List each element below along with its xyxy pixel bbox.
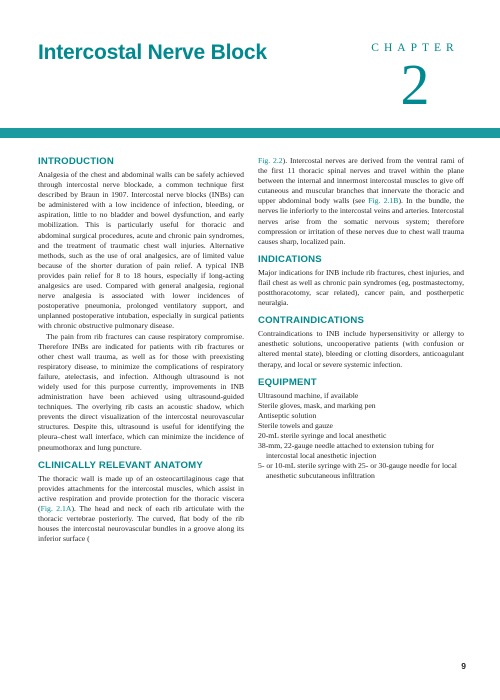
section-heading-equipment: EQUIPMENT (258, 376, 317, 388)
anatomy-text-part-3: ). Intercostal nerves are derived from the ventral rami of the first 11 thoracic spinal nerves and travel within the plane between the internal and innermost intercostal muscles to give off cutaneous and muscular branches that innervate the thoracic and upper abdominal body walls (see (258, 156, 464, 206)
left-column (38, 156, 244, 544)
equipment-list (258, 391, 464, 482)
chapter-title: Intercostal Nerve Block (38, 41, 267, 64)
header-divider-band (0, 128, 500, 138)
section-heading-indications: INDICATIONS (258, 253, 322, 265)
introduction-paragraph-1: Analgesia of the chest and abdominal walls can be safely achieved through intercostal nerve blockade, a common technique first described by Braun in 1907. Intercostal nerve blocks (INBs) can be administered with a low incidence of infection, bleeding, or aspiration, little to no bladder and bowel dysfunction, and early mobilization. This is particularly useful for thoracic and abdominal surgical procedures, acute and chronic pain syndromes, and the treatment of traumatic chest wall injuries. Alternative methods, such as the use of oral analgesics, are of limited value because of the shorter duration of pain relief. A typical INB provides pain relief for 8 to 18 hours, especially if long-acting analgesics are used. Compared with general analgesia, regional nerve analgesia is associated with lower incidences of postoperative pneumonia, prolonged ventilatory support, and unplanned postoperative intubation, especially in surgical patients with chronic obstructive pulmonary disease. (38, 170, 244, 331)
equipment-item: 5- or 10-mL sterile syringe with 25- or 30-gauge needle for local anesthetic subcutaneous infiltration (258, 461, 457, 481)
indications-paragraph: Major indications for INB include rib fractures, chest injuries, and flail chest as well as chronic pain syndromes (eg, postmastectomy, postthoracotomy, scar related), cancer pain, and postherpetic neuralgia. (258, 267, 464, 308)
equipment-item: Antiseptic solution (258, 410, 317, 420)
chapter-number: 2 (400, 52, 430, 117)
introduction-paragraph-2: The pain from rib fractures can cause respiratory compromise. Therefore INBs are indicated for patients with rib fractures or other chest wall trauma, as well as for those with preexisting respiratory disease, to minimize the complications of respiratory failure, atelectasis, and infection. Although ultrasound is not widely used for this purpose currently, improvements in INB administration have been achieved using ultrasound-guided techniques. The overlying rib casts an acoustic shadow, which prevents the direct visualization of the intercostal neurovascular structures. Despite this, ultrasound is useful for identifying the pleura–chest wall interface, which can minimize the incidence of pneumothorax and lung puncture. (38, 331, 244, 452)
figure-link-2-1a[interactable]: Fig. 2.1A (40, 503, 72, 513)
contraindications-paragraph: Contraindications to INB include hypersensitivity or allergy to anesthetic solutions, uncooperative patients (with confusion or altered mental state), bleeding or clotting disorders, anticoagulant therapy, and local or severe systemic infection. (258, 329, 464, 369)
figure-link-2-2[interactable]: Fig. 2.2 (258, 156, 283, 165)
page-number: 9 (461, 661, 466, 671)
section-heading-introduction: INTRODUCTION (38, 156, 114, 167)
right-column (258, 156, 464, 481)
section-heading-anatomy: CLINICALLY RELEVANT ANATOMY (38, 459, 203, 471)
equipment-item: Ultrasound machine, if available (258, 390, 359, 400)
figure-link-2-1b[interactable]: Fig. 2.1B (368, 196, 399, 206)
equipment-item: 38-mm, 22-gauge needle attached to extension tubing for intercostal local anesthetic injection (258, 441, 434, 461)
section-heading-contraindications: CONTRAINDICATIONS (258, 315, 365, 327)
equipment-item: Sterile towels and gauze (258, 420, 333, 430)
anatomy-paragraph-continued (258, 156, 464, 247)
anatomy-text-part-1: The thoracic wall is made up of an osteocartilaginous cage that provides attachments for the intercostal muscles, which assist in active respiration and provide protection for the thoracic viscera ( (38, 473, 244, 513)
equipment-item: 20-mL sterile syringe and local anesthetic (258, 430, 387, 440)
equipment-item: Sterile gloves, mask, and marking pen (258, 400, 376, 410)
anatomy-paragraph (38, 474, 244, 545)
anatomy-text-part-4: ). In the bundle, the nerves lie inferiorly to the intercostal veins and arteries. Intercostal nerves arise from the somatic nervous system; therefore compression or irritation of these nerves due to chest wall trauma causes sharp, localized pain. (258, 196, 465, 246)
anatomy-text-part-2: ). The head and neck of each rib articulate with the thoracic vertebrae posteriorly. The curved, flat body of the rib houses the intercostal neurovascular bundles in a groove along its inferior surface ( (38, 503, 244, 544)
chapter-label: CHAPTER (371, 42, 459, 54)
